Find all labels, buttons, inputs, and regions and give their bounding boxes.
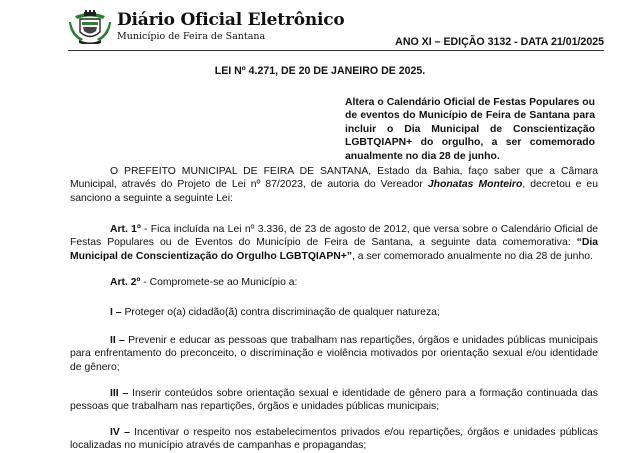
item-text: Inserir conteúdos sobre orientação sexual e identidade de gênero para a formação continuada das pessoas que trabalham nas repartições, órgãos e unidades públicas municipais;	[70, 388, 598, 413]
item-label: IV –	[110, 427, 130, 438]
list-item	[70, 306, 598, 319]
item-text: Incentivar o respeito nos estabelecimentos privados e/ou repartições, órgãos e unidades públicas localizadas no município através de campanhas e propagandas;	[70, 427, 598, 452]
item-text: Proteger o(a) cidadão(ã) contra discriminação de qualquer natureza;	[121, 307, 440, 318]
law-summary: Altera o Calendário Oficial de Festas Populares ou de eventos do Município de Feira de Santana para incluir o Dia Municipal de Conscientização LGBTQIAPN+ do orgulho, a ser comemorado anualmente no dia 28 de junho.	[345, 97, 595, 162]
author-name: Jhonatas Monteiro	[427, 179, 523, 191]
masthead-title: Diário Oficial Eletrônico	[117, 10, 345, 30]
item-label: I –	[110, 307, 122, 318]
article-1-closing: , a ser comemorado anualmente no dia 28 de junho.	[352, 250, 593, 262]
article-2	[70, 276, 598, 289]
item-text: Prevenir e educar as pessoas que trabalham nas repartições, órgãos e unidades públicas municipais para enfrentamento do preconceito, o discriminação e violência motivados por orientação sexual e/ou identidade de gênero;	[70, 335, 598, 373]
article-2-label: Art. 2º	[110, 277, 141, 288]
list-item	[70, 387, 598, 414]
coat-of-arms-logo	[69, 10, 111, 44]
article-1-commemorative-date: “Dia Municipal de Conscientização do Orgulho LGBTQIAPN+”	[70, 237, 598, 262]
article-1	[70, 223, 598, 263]
masthead	[0, 0, 640, 50]
header-divider	[68, 50, 604, 51]
preamble-text: O PREFEITO MUNICIPAL DE FEIRA DE SANTANA, Estado da Bahia, faço saber que a Câmara Municipal, através do Projeto de Lei nº 87/2023, de autoria do Vereador	[70, 166, 598, 191]
list-item	[70, 426, 598, 453]
article-1-text: - Fica incluída na Lei nº 3.336, de 23 de agosto de 2012, que versa sobre o Calendário Oficial de Festas Populares ou de Eventos do Município de Feira de Santana, a seguinte data comemorativa:	[70, 224, 598, 249]
list-item	[70, 334, 598, 374]
article-1-label: Art. 1º	[110, 224, 141, 235]
law-title: LEI Nº 4.271, DE 20 DE JANEIRO DE 2025.	[214, 65, 426, 77]
preamble-closing: , decretou e eu sanciono a seguinte a seguinte Lei:	[70, 179, 598, 204]
masthead-subtitle: Município de Feira de Santana	[117, 31, 266, 42]
preamble-paragraph	[70, 165, 598, 205]
edition-info: ANO XI – EDIÇÃO 3132 - DATA 21/01/2025	[395, 36, 604, 48]
item-label: II –	[110, 335, 125, 346]
item-label: III –	[110, 388, 129, 399]
article-2-text: - Compromete-se ao Município a:	[140, 277, 298, 288]
